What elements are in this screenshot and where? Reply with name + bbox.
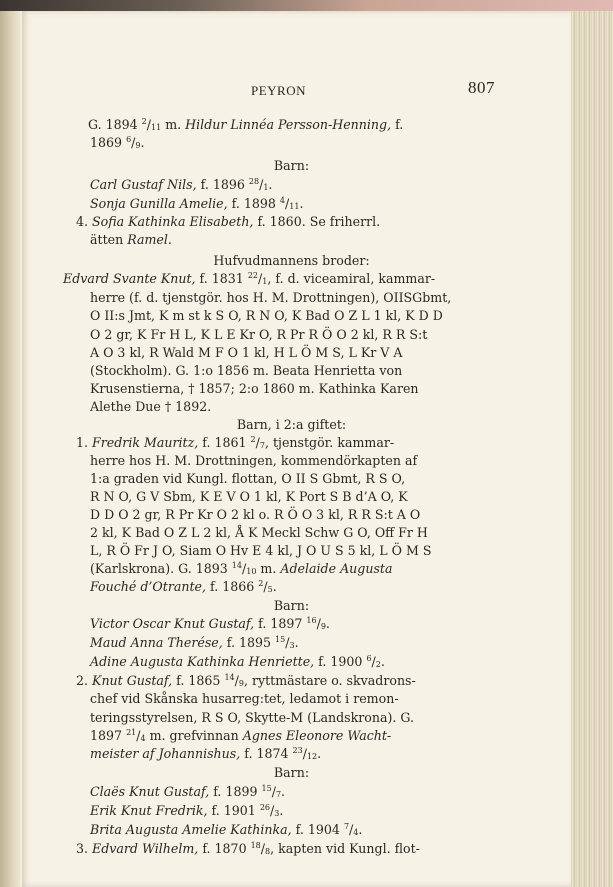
text-line: Krusenstierna, † 1857; 2:o 1860 m. Kathinka Karen [90, 381, 419, 396]
text-line: (Stockholm). G. 1:o 1856 m. Beata Henrietta von [90, 363, 403, 378]
section-heading: Barn: [273, 158, 310, 173]
section-heading: Barn: [273, 598, 310, 613]
page-edges [570, 11, 613, 887]
text-line: Claës Knut Gustaf, f. 1899 $^{15}/_7$. [90, 784, 286, 799]
section-heading: Barn: [273, 765, 310, 780]
text-line: 1869 $^6/_9$. [90, 135, 145, 150]
text-line: teringsstyrelsen, R S O, Skytte-M (Landskrona). G. [90, 710, 414, 725]
running-header [88, 78, 495, 102]
text-line: Alethe Due † 1892. [90, 399, 212, 414]
text-line: Sonja Gunilla Amelie, f. 1898 $^4/_{11}$. [90, 196, 304, 211]
text-line: 1:a graden vid Kungl. flottan, O II S Gbmt, R S O, [90, 471, 406, 486]
text-line: 4. Sofia Kathinka Elisabeth, f. 1860. Se friherrl. [76, 214, 381, 229]
text-line: G. 1894 $^2/_{11}$ m. Hildur Linnéa Persson-Henning, f. [88, 117, 404, 132]
text-line: Maud Anna Therése, f. 1895 $^{15}/_3$. [90, 635, 299, 650]
text-line: R N O, G V Sbm, K E V O 1 kl, K Port S B d’A O, K [90, 489, 408, 504]
text-line: meister af Johannishus, f. 1874 $^{23}/_{12}$. [90, 746, 322, 761]
text-line: 1897 $^{21}/_4$ m. grefvinnan Agnes Eleonore Wacht- [90, 728, 392, 743]
text-line: Carl Gustaf Nils, f. 1896 $^{28}/_1$. [90, 177, 273, 192]
text-line: 3. Edvard Wilhelm, f. 1870 $^{18}/_8$, kapten vid Kungl. flot- [76, 841, 420, 856]
text-line: Fouché d’Otrante, f. 1866 $^2/_5$. [90, 579, 277, 594]
text-line: 1. Fredrik Mauritz, f. 1861 $^2/_7$, tjenstgör. kammar- [76, 435, 395, 450]
page-number: 807 [468, 78, 495, 97]
section-heading: Hufvudmannens broder: [213, 253, 370, 268]
text-line: Adine Augusta Kathinka Henriette, f. 1900 $^6/_2$. [90, 654, 385, 669]
section-heading: Barn, i 2:a giftet: [236, 417, 347, 432]
text-line: chef vid Skånska husarreg:tet, ledamot i remon- [90, 691, 399, 706]
text-line: D D O 2 gr, R Pr Kr O 2 kl o. R Ö O 3 kl, R R S:t A O [90, 507, 421, 522]
book-page [22, 11, 571, 887]
text-line: (Karlskrona). G. 1893 $^{14}/_{10}$ m. Adelaide Augusta [90, 561, 393, 576]
cover-edge [0, 0, 613, 11]
text-line: 2 kl, K Bad O Z L 2 kl, Å K Meckl Schw G O, Off Fr H [90, 525, 428, 540]
text-line: L, R Ö Fr J O, Siam O Hv E 4 kl, J O U S 5 kl, L Ö M S [90, 543, 432, 558]
text-line: Edvard Svante Knut, f. 1831 $^{22}/_1$, f. d. viceamiral, kammar- [63, 271, 436, 286]
text-line: herre hos H. M. Drottningen, kommendörkapten af [90, 453, 418, 468]
book-spine [0, 11, 20, 887]
text-line: O II:s Jmt, K m st k S O, R N O, K Bad O Z L 1 kl, K D D [90, 308, 443, 323]
text-line: Erik Knut Fredrik, f. 1901 $^{26}/_3$. [90, 803, 284, 818]
text-line: ätten Ramel. [90, 232, 172, 247]
text-line: Victor Oscar Knut Gustaf, f. 1897 $^{16}/_9$. [90, 616, 330, 631]
text-line: 2. Knut Gustaf, f. 1865 $^{14}/_9$, ryttmästare o. skvadrons- [76, 673, 416, 688]
text-line: O 2 gr, K Fr H L, K L E Kr O, R Pr R Ö O 2 kl, R R S:t [90, 327, 428, 342]
text-line: herre (f. d. tjenstgör. hos H. M. Drottningen), OIISGbmt, [90, 290, 452, 305]
text-line: A O 3 kl, R Wald M F O 1 kl, H L Ö M S, L Kr V A [90, 345, 403, 360]
text-line: Brita Augusta Amelie Kathinka, f. 1904 $^7/_4$. [90, 822, 363, 837]
header-title: PEYRON [251, 83, 307, 98]
